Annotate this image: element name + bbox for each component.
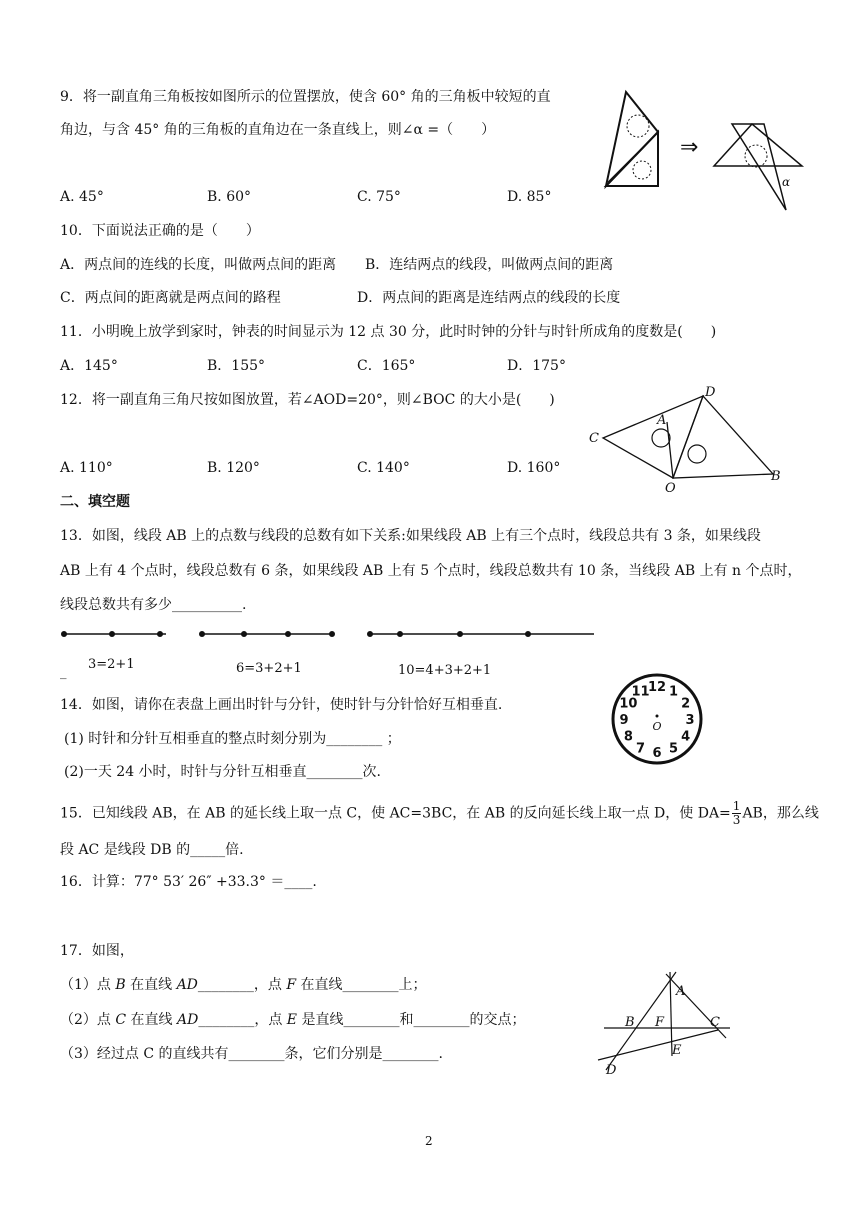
q14-clock-center-label: O: [652, 720, 662, 733]
q9-option-d: D. 85°: [507, 189, 552, 205]
q17-sub1-part: ________，点: [197, 977, 287, 993]
q12-circle-right: [688, 445, 706, 463]
q13-line1: 13．如图，线段 AB 上的点数与线段的总数有如下关系:如果线段 AB 上有三个点时，线段总共有 3 条，如果线段: [60, 528, 761, 544]
q14-sub1: (1) 时针和分针互相垂直的整点时刻分别为________ ；: [64, 731, 401, 747]
q12-option-b: B. 120°: [207, 460, 260, 476]
q14-clock-number-3: 3: [685, 713, 695, 728]
q9-circle-bottom: [633, 161, 651, 179]
q9-right-triangle-60: [732, 124, 786, 210]
q15-line2: 段 AC 是线段 DB 的_____倍.: [60, 842, 244, 858]
q14-clock-number-8: 8: [623, 729, 633, 745]
q12-stem: 12．将一副直角三角尺按如图放置，若∠AOD=20°，则∠BOC 的大小是( ): [60, 392, 555, 408]
q9-option-a: A. 45°: [60, 189, 104, 205]
q14-sub2: (2)一天 24 小时，时针与分针互相垂直________次.: [64, 764, 381, 780]
q17-label-b: B: [625, 1015, 635, 1030]
q12-label-b: B: [771, 469, 781, 484]
q15-fraction: [732, 800, 742, 827]
q10-option-a: A．两点间的连线的长度，叫做两点间的距离: [60, 257, 337, 273]
q10-stem: 10．下面说法正确的是（ ）: [60, 223, 260, 239]
q14-clock-number-12: 12: [647, 680, 667, 695]
q9-arrow: ⇒: [680, 135, 699, 160]
q17-sub3: （3）经过点 C 的直线共有________条，它们分别是________.: [60, 1046, 443, 1062]
q15-fraction-denominator: 3: [732, 813, 741, 827]
q17-label-a: A: [676, 984, 686, 999]
q15-line1-text-a: 15．已知线段 AB，在 AB 的延长线上取一点 C，使 AC=3BC，在 AB 的反向延长线上取一点 D，使 DA=: [60, 805, 731, 822]
q12-figure: [585, 382, 795, 496]
q14-stem: 14．如图，请你在表盘上画出时针与分针，使时针与分针恰好互相垂直.: [60, 697, 503, 713]
page-number: 2: [425, 1134, 433, 1148]
q12-option-c: C. 140°: [357, 460, 410, 476]
q17-label-d: D: [606, 1063, 617, 1078]
q12-triangle-right: [673, 396, 773, 478]
q12-label-c: C: [589, 431, 599, 446]
q14-clock-number-7: 7: [635, 741, 646, 757]
q9-line1: 9．将一副直角三角板按如图所示的位置摆放，使含 60° 角的三角板中较短的直: [60, 89, 551, 105]
q11-stem: 11．小明晚上放学到家时，钟表的时间显示为 12 点 30 分，此时时钟的分针与时针所成角的度数是( ): [60, 324, 717, 340]
section-fill-in-title: 二、填空题: [60, 494, 130, 510]
q10-option-b: B．连结两点的线段，叫做两点间的距离: [365, 257, 614, 273]
q12-option-a: A. 110°: [60, 460, 113, 476]
q14-clock-number-11: 11: [631, 684, 650, 700]
q9-figure: [596, 90, 816, 210]
q12-label-d: D: [705, 385, 716, 400]
q17-sub1-point-b: B: [115, 977, 126, 993]
q9-line2: 角边，与含 45° 角的三角板的直角边在一条直线上，则∠α =（ ）: [60, 122, 496, 138]
q13-stray-mark: _: [60, 665, 67, 680]
q17-sub2-point-c: C: [115, 1012, 127, 1028]
q14-clock-number-1: 1: [668, 684, 679, 700]
q13-equation-2: 6=3+2+1: [236, 661, 302, 676]
q13-equation-1: 3=2+1: [88, 657, 135, 672]
q17-sub1-part: 在直线________上；: [296, 977, 427, 993]
q15-line1-text-b: AB，那么线: [742, 805, 819, 822]
q10-option-d: D．两点间的距离是连结两点的线段的长度: [357, 290, 621, 306]
q14-clock-number-10: 10: [619, 696, 638, 712]
q9-right-circle: [745, 145, 767, 167]
q11-option-c: C．165°: [357, 358, 416, 374]
q14-clock-number-6: 6: [652, 746, 662, 761]
q13-line2: AB 上有 4 个点时，线段总数有 6 条，如果线段 AB 上有 5 个点时，线段总数共有 10 条，当线段 AB 上有 n 个点时，: [60, 563, 802, 579]
q14-clock-face: [610, 672, 704, 766]
q17-sub2-line-ad: AD: [176, 1012, 199, 1028]
q14-clock-number-5: 5: [668, 741, 679, 757]
q17-label-f: F: [655, 1015, 665, 1030]
q11-option-b: B．155°: [207, 358, 266, 374]
q15-fraction-numerator: 1: [732, 799, 741, 813]
q17-sub1-part: 在直线: [125, 977, 177, 993]
q9-option-c: C. 75°: [357, 189, 401, 205]
q16-stem: 16．计算：77° 53′ 26″ +33.3° ＝____.: [60, 874, 317, 890]
q15-line1: [60, 800, 819, 827]
q17-sub1: [60, 976, 427, 994]
q9-circle-top: [627, 115, 649, 137]
q17-sub1-line-ad: AD: [176, 977, 198, 993]
q17-label-e: E: [672, 1043, 682, 1058]
q12-label-o: O: [665, 481, 676, 496]
q17-figure: [596, 970, 736, 1078]
q17-sub2-part: 是直线________和________的交点；: [297, 1012, 526, 1028]
q17-sub2-part: 在直线: [126, 1012, 177, 1028]
q11-option-a: A．145°: [60, 358, 118, 374]
q12-option-d: D. 160°: [507, 460, 561, 476]
q17-sub2-part: ________，点: [198, 1012, 287, 1028]
q14-clock-number-9: 9: [619, 713, 629, 728]
q17-sub2: [60, 1011, 525, 1029]
q17-sub1-point-f: F: [286, 977, 297, 993]
q17-label-c: C: [710, 1015, 720, 1030]
q14-clock-number-2: 2: [681, 696, 691, 712]
q9-alpha-label: α: [782, 175, 791, 189]
q13-segments-figure: [60, 624, 600, 644]
q13-equation-3: 10=4+3+2+1: [398, 663, 492, 678]
q17-sub2-point-e: E: [286, 1012, 298, 1028]
q12-label-a: A: [657, 413, 667, 428]
q17-sub2-part: （2）点: [60, 1012, 116, 1028]
q17-sub1-part: （1）点: [60, 977, 116, 993]
q13-line3: 线段总数共有多少__________.: [60, 597, 247, 613]
q17-stem: 17．如图，: [60, 943, 134, 959]
q11-option-d: D．175°: [507, 358, 566, 374]
q9-option-b: B. 60°: [207, 189, 252, 205]
q14-clock-number-4: 4: [681, 729, 691, 745]
q12-circle-left: [652, 429, 670, 447]
q10-option-c: C．两点间的距离就是两点间的路程: [60, 290, 281, 306]
